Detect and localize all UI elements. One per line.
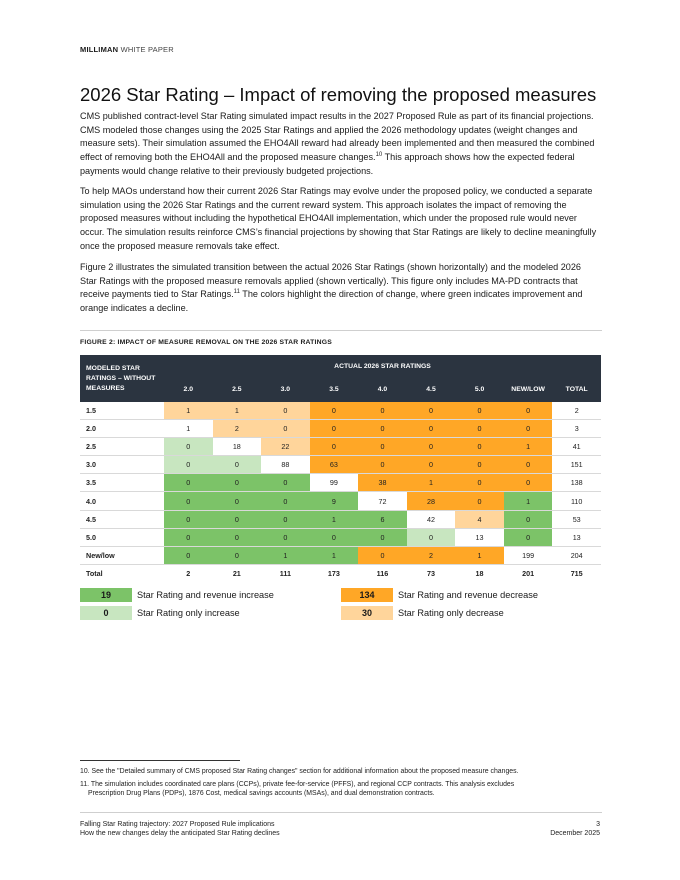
table-cell: 0 (407, 528, 456, 546)
table-row (80, 474, 601, 492)
group-header: ACTUAL 2026 STAR RATINGS (164, 355, 601, 377)
table-row (80, 528, 601, 546)
brand-subtitle: WHITE PAPER (120, 45, 174, 54)
total-row (80, 564, 601, 582)
table-cell: 0 (358, 402, 407, 420)
table-row (80, 402, 601, 420)
table-cell: 0 (455, 456, 504, 474)
star-rating-transition-table (80, 355, 601, 582)
table-cell: 6 (358, 510, 407, 528)
table-cell: 204 (552, 546, 601, 564)
footnote-ref-10[interactable]: 10 (375, 152, 383, 159)
legend-swatch: 30 (341, 606, 393, 620)
table-cell: 1 (310, 546, 359, 564)
table-cell: 0 (310, 402, 359, 420)
table-cell: 0 (261, 510, 310, 528)
table-cell: 22 (261, 438, 310, 456)
figure-divider (80, 330, 602, 331)
column-header: 2.0 (164, 377, 213, 402)
table-cell: 72 (358, 492, 407, 510)
footnote-ref-11[interactable]: 11 (233, 289, 240, 296)
table-cell: 0 (164, 456, 213, 474)
table-cell: 1 (213, 402, 262, 420)
table-cell: 0 (164, 474, 213, 492)
table-cell: 0 (358, 528, 407, 546)
legend-swatch: 0 (80, 606, 132, 620)
table-cell: 2 (407, 546, 456, 564)
table-cell: 2 (213, 420, 262, 438)
table-cell: 3 (552, 420, 601, 438)
table-cell: 0 (358, 456, 407, 474)
table-cell: 0 (310, 528, 359, 546)
table-cell: 110 (552, 492, 601, 510)
table-cell: 0 (455, 420, 504, 438)
table-cell: 0 (358, 438, 407, 456)
table-cell: 38 (358, 474, 407, 492)
table-cell: 4 (455, 510, 504, 528)
row-label: 1.5 (80, 402, 164, 420)
table-cell: 18 (213, 438, 262, 456)
table-cell: 1 (164, 402, 213, 420)
table-cell: 41 (552, 438, 601, 456)
legend-swatch: 134 (341, 588, 393, 602)
row-label: 5.0 (80, 528, 164, 546)
table-cell: 0 (504, 474, 553, 492)
table-row (80, 492, 601, 510)
table-cell: 0 (213, 474, 262, 492)
table-cell: 138 (552, 474, 601, 492)
table-cell: 0 (504, 420, 553, 438)
table-cell: 2 (552, 402, 601, 420)
row-label: New/low (80, 546, 164, 564)
table-cell: 0 (213, 492, 262, 510)
footer-right (550, 820, 600, 838)
section-title: 2026 Star Rating – Impact of removing the proposed measures (80, 84, 597, 105)
page-header (80, 45, 174, 54)
column-header: NEW/LOW (504, 377, 553, 402)
table-cell: 0 (261, 474, 310, 492)
row-label: 2.5 (80, 438, 164, 456)
total-cell: 116 (376, 568, 389, 578)
table-cell: 0 (455, 402, 504, 420)
table-cell: 99 (310, 474, 359, 492)
legend-label: Star Rating only increase (137, 608, 240, 618)
column-header: 4.5 (407, 377, 456, 402)
table-cell: 0 (213, 528, 262, 546)
table-cell: 0 (213, 510, 262, 528)
total-cell: 18 (475, 568, 484, 578)
table-cell: 0 (164, 546, 213, 564)
table-row (80, 510, 601, 528)
paragraph-2: To help MAOs understand how their current 2026 Star Ratings may evolve under the proposed policy, we conducted a separate simulation using the 2026 Star Ratings and the current reward system. This approach isolates the impact of removing the proposed measures without including the hypothetical EHO4All implementation, which under the proposed rule would never occur. The simulation results reinforce CMS’s financial projections by showing that Star Ratings are likely to decline meaningfully once the proposed measure removals take effect. (80, 186, 597, 251)
table-cell: 0 (261, 420, 310, 438)
table-cell: 0 (261, 528, 310, 546)
table-cell: 0 (407, 420, 456, 438)
table-cell: 0 (358, 546, 407, 564)
table-cell: 0 (504, 510, 553, 528)
total-cell: 21 (232, 568, 241, 578)
total-cell: 73 (427, 568, 435, 578)
table-cell: 1 (407, 474, 456, 492)
table-cell: 0 (164, 528, 213, 546)
total-cell: 173 (327, 568, 340, 578)
table-cell: 28 (407, 492, 456, 510)
column-header: 2.5 (213, 377, 262, 402)
table-cell: 0 (407, 456, 456, 474)
legend-label: Star Rating only decrease (398, 608, 504, 618)
row-label: 3.5 (80, 474, 164, 492)
table-cell: 1 (261, 546, 310, 564)
footnote-divider (80, 760, 240, 761)
page-number: 3 (596, 821, 600, 828)
total-cell: 715 (570, 568, 583, 578)
table-cell: 0 (407, 438, 456, 456)
legend-label: Star Rating and revenue increase (137, 590, 274, 600)
column-header: 4.0 (358, 377, 407, 402)
table-cell: 0 (504, 528, 553, 546)
table-cell: 0 (504, 402, 553, 420)
table-cell: 0 (310, 420, 359, 438)
table-cell: 0 (213, 546, 262, 564)
row-label: 3.0 (80, 456, 164, 474)
row-label: 4.5 (80, 510, 164, 528)
row-label: 4.0 (80, 492, 164, 510)
brand-name: MILLIMAN (80, 45, 119, 54)
legend-label: Star Rating and revenue decrease (398, 590, 538, 600)
table-cell: 0 (261, 402, 310, 420)
table-cell: 53 (552, 510, 601, 528)
table-cell: 151 (552, 456, 601, 474)
table-cell: 1 (455, 546, 504, 564)
table-row (80, 438, 601, 456)
footer-subtitle: How the new changes delay the anticipated Star Rating declines (80, 830, 280, 837)
table-row (80, 546, 601, 564)
footer-title: Falling Star Rating trajectory: 2027 Proposed Rule implications (80, 821, 275, 828)
table-cell: 88 (261, 456, 310, 474)
table-cell: 13 (552, 528, 601, 546)
footnote-11: 11. The simulation includes coordinated care plans (CCPs), private fee-for-service (PFFS), and regional CCP contracts. This analysis excludes Prescription Drug Plans (PDPs), 1876 Cost, medical savings accounts (MSAs), and dual demonstration contracts. (80, 781, 515, 797)
figure-title: FIGURE 2: IMPACT OF MEASURE REMOVAL ON THE 2026 STAR RATINGS (80, 339, 332, 346)
table-cell: 0 (164, 510, 213, 528)
table-cell: 0 (455, 474, 504, 492)
column-header: TOTAL (552, 377, 601, 402)
legend-swatch: 19 (80, 588, 132, 602)
table-cell: 13 (455, 528, 504, 546)
column-header: 3.0 (261, 377, 310, 402)
total-cell: 2 (186, 568, 191, 578)
table-cell: 0 (164, 492, 213, 510)
table-cell: 0 (261, 492, 310, 510)
table-row (80, 456, 601, 474)
table-cell: 63 (310, 456, 359, 474)
table-cell: 0 (407, 402, 456, 420)
table-cell: 1 (504, 492, 553, 510)
table-cell: 199 (504, 546, 553, 564)
row-label: Total (86, 568, 103, 578)
publication-date: December 2025 (550, 830, 600, 837)
corner-header: MODELED STAR RATINGS – WITHOUT MEASURES (80, 355, 164, 402)
table-cell: 1 (504, 438, 553, 456)
paragraph-1: CMS published contract-level Star Rating simulated impact results in the 2027 Proposed Rule as part of its financial projections. CMS modeled those changes using the 2025 Star Ratings and applied the 2026 methodology updates (weight changes and measure sets). Their simulation assumed the EHO4All reward had already been implemented and then measured the combined effect of removing both the EHO4All and the proposed measure changes.$^{10}$ This approach shows how the expected federal payments would change relative to their previously budgeted projections. (80, 111, 595, 176)
table-cell: 0 (164, 438, 213, 456)
row-label: 2.0 (80, 420, 164, 438)
total-cell: 201 (522, 568, 535, 578)
table-cell: 0 (310, 438, 359, 456)
table-cell: 1 (164, 420, 213, 438)
table-cell: 9 (310, 492, 359, 510)
table-cell: 0 (504, 456, 553, 474)
footnote-10: 10. See the "Detailed summary of CMS proposed Star Rating changes" section for additional information about the proposed measure changes. (80, 768, 519, 775)
footer-left (80, 820, 280, 838)
total-cell: 111 (279, 568, 291, 578)
table-cell: 0 (455, 492, 504, 510)
table-cell: 1 (310, 510, 359, 528)
table-cell: 0 (455, 438, 504, 456)
table-cell: 0 (213, 456, 262, 474)
paragraph-3: Figure 2 illustrates the simulated transition between the actual 2026 Star Ratings (shown horizontally) and the modeled 2026 Star Ratings with the proposed measure removals applied (shown vertically). This figure only includes MA-PD contracts that receive payments tied to Star Ratings.$^{11}$ The colors highlight the direction of change, where green indicates improvement and orange indicates a decline. (80, 262, 583, 314)
table-row (80, 420, 601, 438)
footer-divider (80, 812, 602, 813)
column-header: 5.0 (455, 377, 504, 402)
column-header: 3.5 (310, 377, 359, 402)
table-cell: 0 (358, 420, 407, 438)
table-cell: 42 (407, 510, 456, 528)
